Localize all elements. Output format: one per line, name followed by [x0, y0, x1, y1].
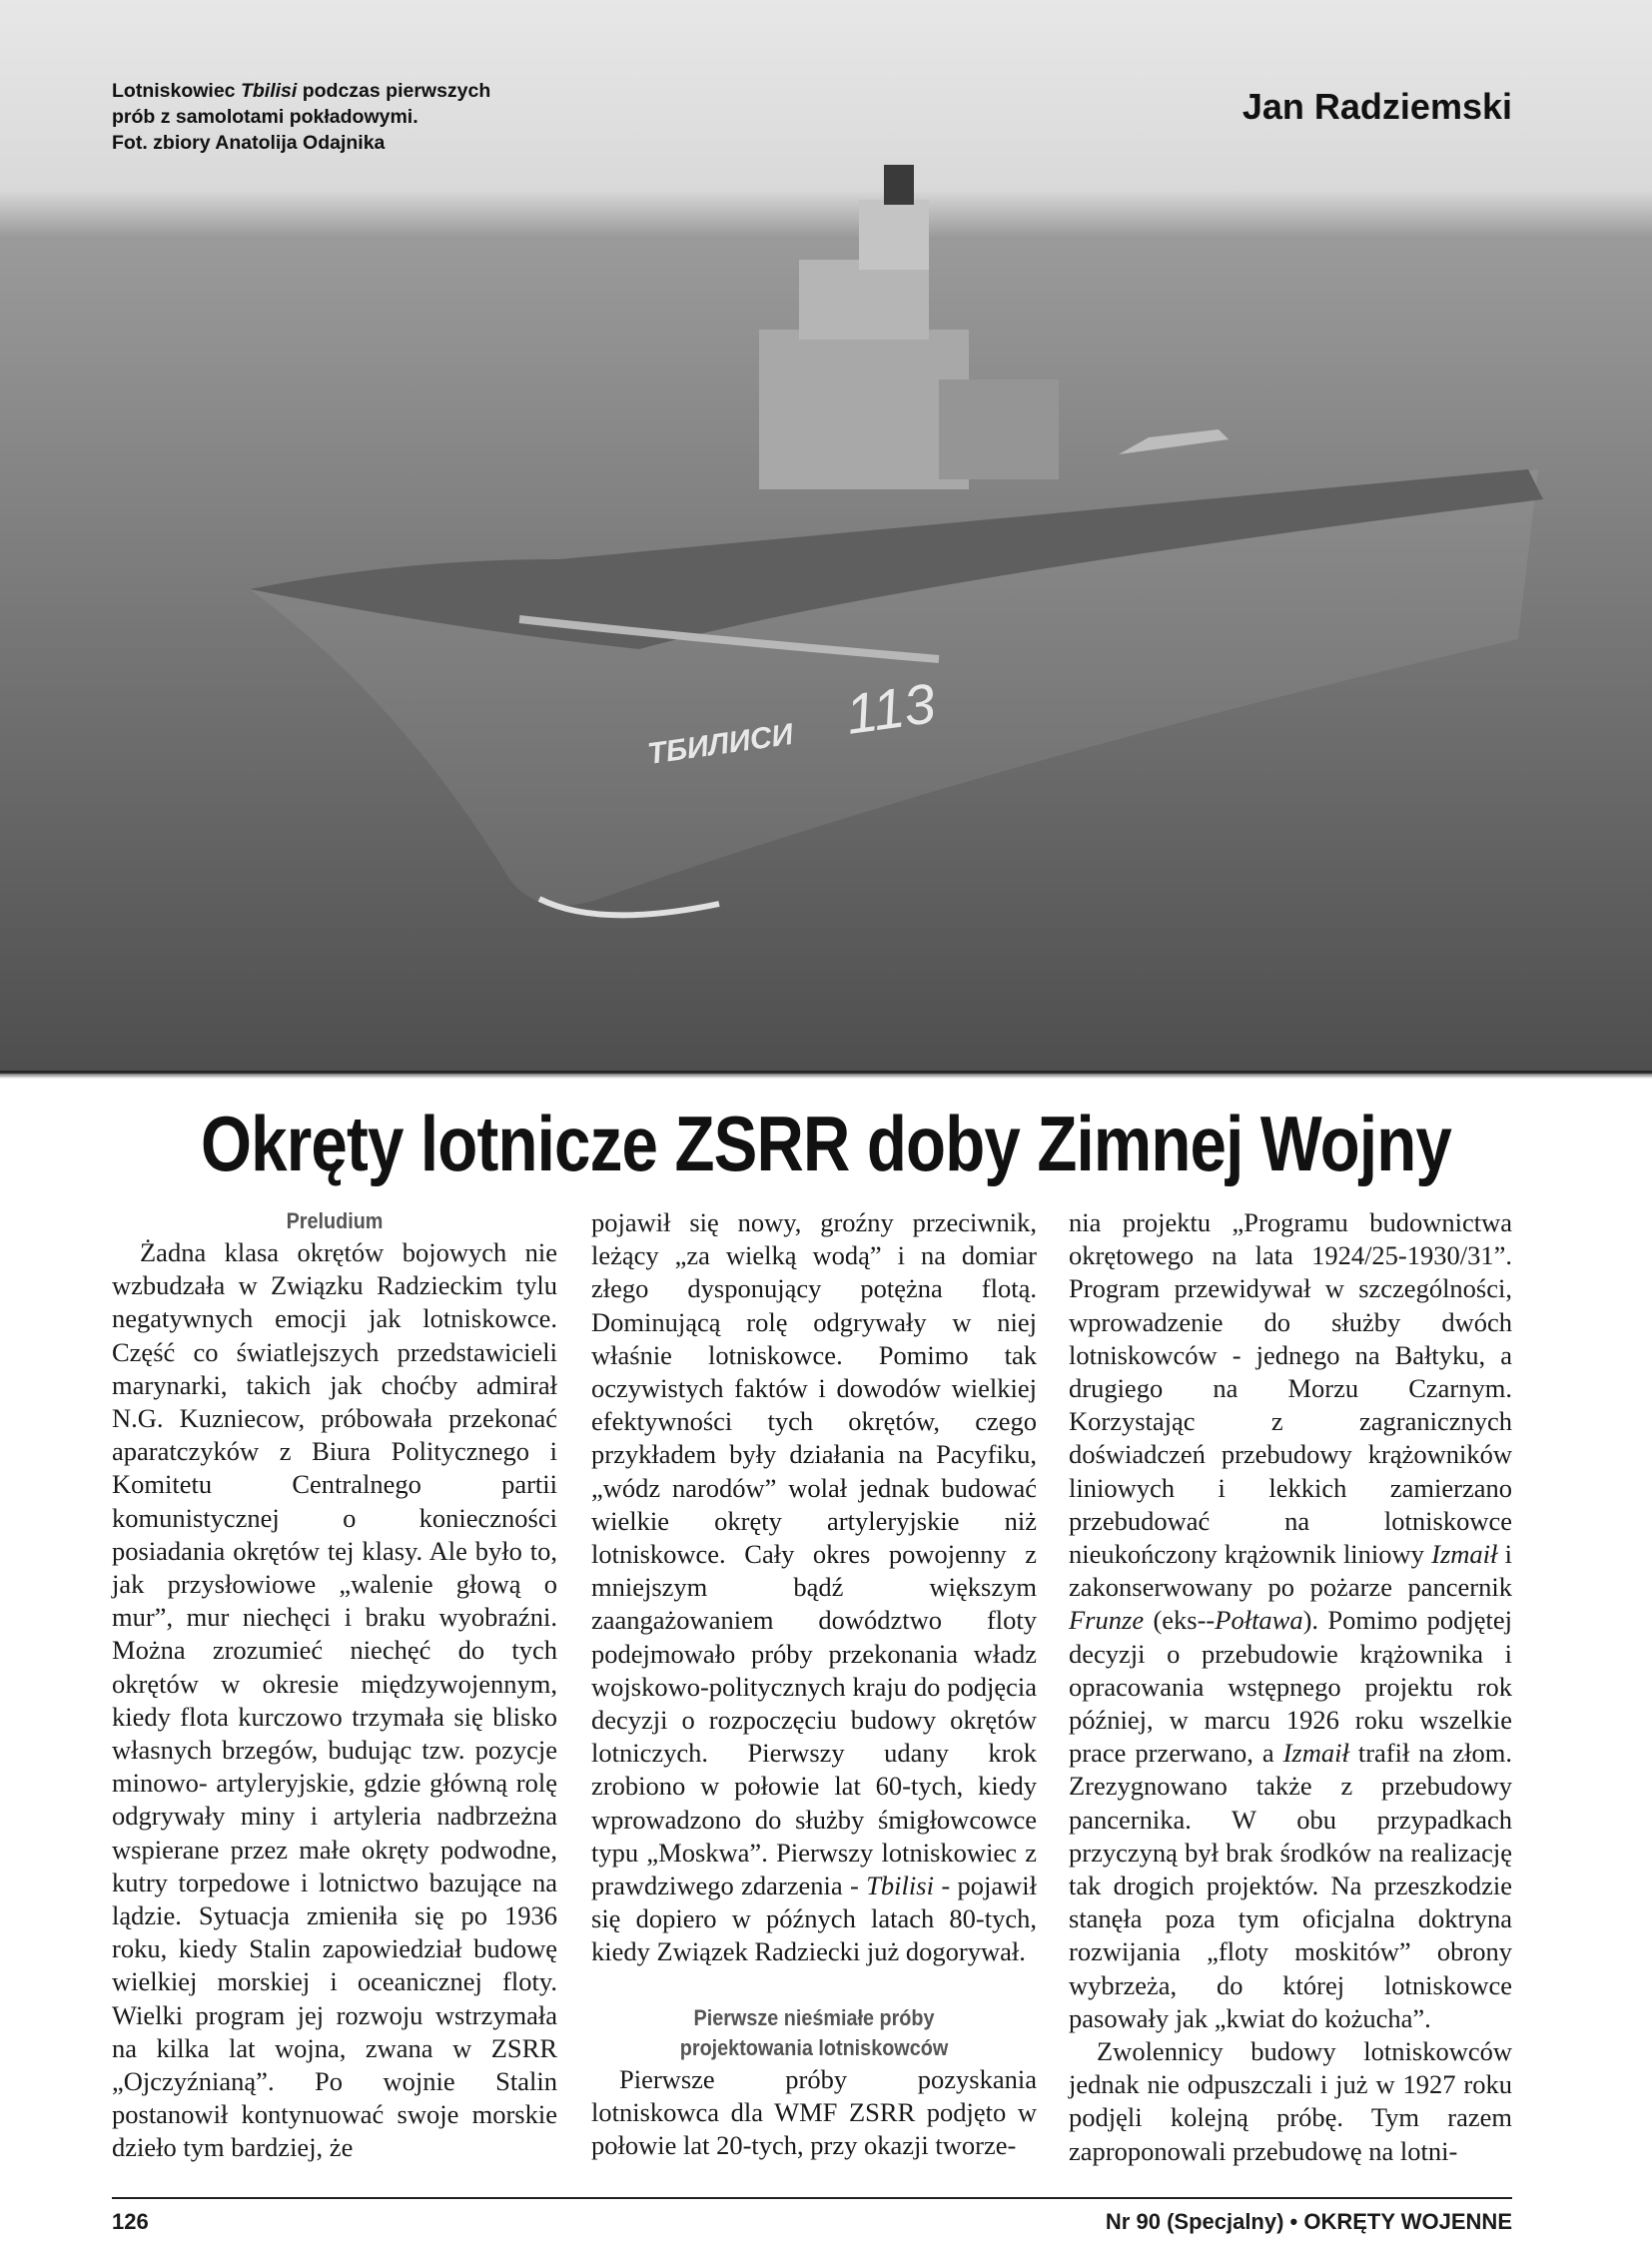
paragraph: Pierwsze próby pozyskania lotniskowca dla WMF ZSRR podjęto w połowie lat 20-tych, przy okazji tworze-	[591, 2063, 1037, 2161]
paragraph: pojawił się nowy, groźny przeciwnik, leżący „za wielką wodą” i na domiar złego dysponujący potężna flotą. Dominującą rolę odgrywały w niej właśnie lotniskowce. Pomimo tak oczywistych faktów i dowodów wielkiej efektywności tych okrętów, czego przykładem były działania na Pacyfiku, „wódz narodów” wolał jednak budować wielkie okręty artyleryjskie niż lotniskowce. Cały okres powojenny z mniejszym bądź większym zaangażowaniem dowództwo floty podejmowało próby przekonania władz wojskowo-politycznych kraju do podjęcia decyzji o rozpoczęciu budowy okrętów lotniczych. Pierwszy udany krok zrobiono w połowie lat 60-tych, kiedy wprowadzono do służby śmigłowcowce typu „Moskwa”. Pierwszy lotniskowiec z prawdziwego zdarzenia - Tbilisi - pojawił się dopiero w późnych latach 80-tych, kiedy Związek Radziecki już dogorywał.	[591, 1207, 1038, 1967]
caption-ship-name: Tbilisi	[240, 80, 298, 102]
paragraph: Żadna klasa okrętów bojowych nie wzbudzała w Związku Radzieckim tylu negatywnych emocji jak lotniskowce. Część co światlejszych przedstawicieli marynarki, takich jak choćby admirał N.G. Kuzniecow, próbowała przekonać aparatczyków z Biura Politycznego i Komitetu Centralnego partii komunistycznej o konieczności posiadania okrętów tej klasy. Ale było to, jak przysłowiowe „walenie głową o mur”, mur niechęci i braku wyobraźni. Można zrozumieć niechęć do tych okrętów w okresie międzywojennym, kiedy flota kurczowo trzymała się blisko własnych brzegów, budując tzw. pozycje minowo- artyleryjskie, gdzie główną rolę odgrywały miny i artyleria nadbrzeżna wspierane przez małe okręty podwodne, kutry torpedowe i lotnictwo bazujące na lądzie. Sytuacja zmieniła się po 1936 roku, kiedy Stalin zapowiedział budowę wielkiej morskiej i oceanicznej floty. Wielki program jej rozwoju wstrzymała na kilka lat wojna, zwana w ZSRR „Ojczyźnianą”. Po wojnie Stalin postanowił kontynuować swoje morskie dzieło tym bardziej, że	[112, 1237, 557, 2163]
photo-caption	[112, 78, 581, 156]
article-title: Okręty lotnicze ZSRR doby Zimnej Wojny	[201, 1100, 1451, 1187]
carrier-illustration	[0, 0, 1652, 1074]
author-name: Jan Radziemski	[1241, 86, 1512, 127]
text-column-3	[1069, 1206, 1512, 2168]
paragraph: Zwolennicy budowy lotniskowców jednak nie odpuszczali i już w 1927 roku podjęli kolejną próbę. Tym razem zaproponowali przebudowę na lotni-	[1069, 2036, 1512, 2166]
hull-name: ТБИЛИСИ	[645, 717, 796, 771]
island-superstructure	[759, 330, 969, 489]
text-column-2	[591, 1206, 1037, 2162]
page-number: 126	[112, 2209, 149, 2234]
footer-divider	[112, 2197, 1512, 2199]
caption-line1-post: podczas pierwszych	[297, 80, 491, 102]
caption-line2: prób z samolotami pokładowymi.	[112, 106, 418, 128]
section-heading: Preludium	[286, 1208, 384, 1233]
text-column-1	[112, 1206, 557, 2165]
hull-number: 113	[841, 671, 940, 746]
caption-line1-pre: Lotniskowiec	[112, 80, 241, 102]
aircraft-carrier-photo	[0, 0, 1652, 1074]
caption-credit: Fot. zbiory Anatolija Odajnika	[112, 132, 386, 154]
paragraph: nia projektu „Programu budownictwa okrętowego na lata 1924/25-1930/31”. Program przewidywał w szczególności, wprowadzenie do służby dwóch lotniskowców - jednego na Bałtyku, a drugiego na Morzu Czarnym. Korzystając z zagranicznych doświadczeń przebudowy krążowników liniowych i lekkich zamierzano przebudować na lotniskowce nieukończony krążownik liniowy Izmaił i zakonserwowany po pożarze pancernik Frunze (eks--Połtawa). Pomimo podjętej decyzji o przebudowie krążownika i opracowania wstępnego projektu rok później, w marcu 1926 roku wszelkie prace przerwano, a Izmaił trafił na złom. Zrezygnowano także z przebudowy pancernika. W obu przypadkach przyczyną był brak środków na realizację tak drogich projektów. Na przeszkodzie stanęła poza tym oficjalna doktryna rozwijania „floty moskitów” obrony wybrzeża, do której lotniskowce pasowały jak „kwiat do kożucha”.	[1069, 1207, 1512, 2033]
magazine-issue: Nr 90 (Specjalny) • OKRĘTY WOJENNE	[1105, 2209, 1512, 2234]
section-heading: Pierwsze nieśmiałe próby projektowania lotniskowców	[679, 2004, 949, 2060]
photo-shadow	[0, 1071, 1652, 1079]
